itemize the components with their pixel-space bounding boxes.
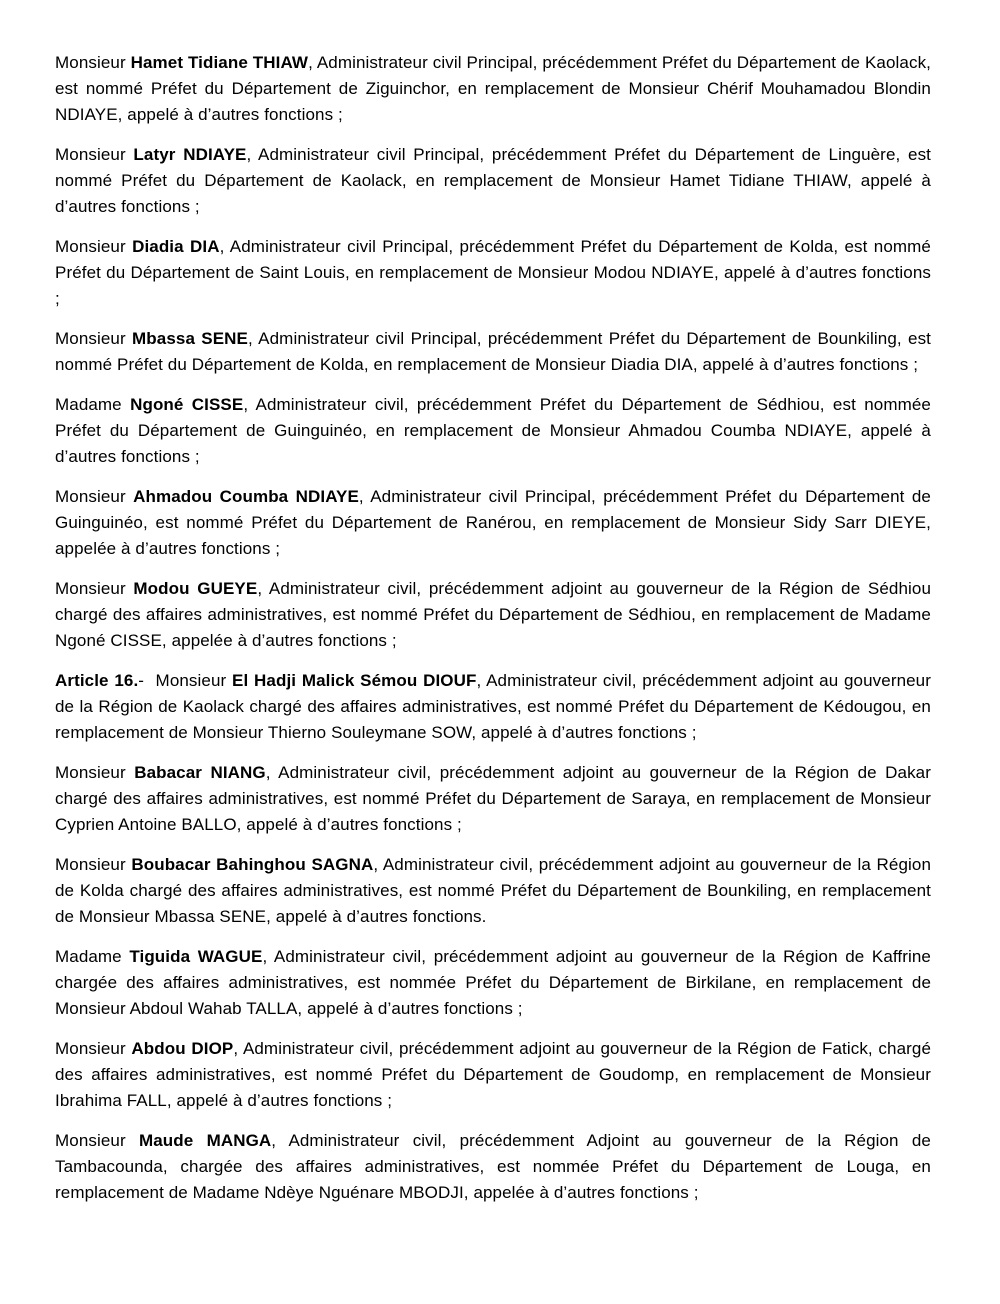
- bold-text-run: Maude MANGA: [138, 1131, 272, 1150]
- bold-text-run: Ngoné CISSE: [130, 395, 244, 414]
- text-run: , Administrateur civil, précédemment adjoint au gouverneur de la Région de Kolda chargé des affaires administratives, est nommé Préfet du Département de Bounkiling, en remplacement de Monsieur Mbassa SENE, appelé à d’autres fonctions.: [55, 855, 931, 926]
- text-run: Monsieur: [55, 1131, 139, 1150]
- bold-text-run: Diadia DIA: [132, 237, 220, 256]
- text-run: Monsieur: [55, 1039, 132, 1058]
- text-run: , Administrateur civil Principal, précédemment Préfet du Département de Kaolack, est nommé Préfet du Département de Ziguinchor, en remplacement de Monsieur Chérif Mouhamadou Blondin NDIAYE, appelé à d’autres fonctions ;: [55, 53, 931, 124]
- bold-text-run: Modou GUEYE: [133, 579, 258, 598]
- bold-text-run: Ahmadou Coumba NDIAYE: [133, 487, 359, 506]
- paragraph: [55, 576, 931, 654]
- paragraph: [55, 760, 931, 838]
- paragraph: [55, 944, 931, 1022]
- text-run: - Monsieur: [138, 671, 233, 690]
- text-run: Monsieur: [55, 145, 134, 164]
- bold-text-run: Abdou DIOP: [131, 1039, 234, 1058]
- paragraph: [55, 234, 931, 312]
- text-run: Monsieur: [55, 763, 135, 782]
- text-run: Monsieur: [55, 855, 132, 874]
- paragraph: [55, 484, 931, 562]
- bold-text-run: Hamet Tidiane THIAW: [130, 53, 309, 72]
- text-run: Monsieur: [55, 53, 131, 72]
- text-run: Monsieur: [55, 237, 133, 256]
- bold-text-run: Boubacar Bahinghou SAGNA: [131, 855, 374, 874]
- text-run: , Administrateur civil, précédemment adjoint au gouverneur de la Région de Dakar chargé des affaires administratives, est nommé Préfet du Département de Saraya, en remplacement de Monsieur Cyprien Antoine BALLO, appelé à d’autres fonctions ;: [55, 763, 931, 834]
- text-run: , Administrateur civil, précédemment adjoint au gouverneur de la Région de Sédhiou chargé des affaires administratives, est nommé Préfet du Département de Sédhiou, en remplacement de Madame Ngoné CISSE, appelée à d’autres fonctions ;: [55, 579, 932, 650]
- text-run: , Administrateur civil, précédemment adjoint au gouverneur de la Région de Fatick, chargé des affaires administratives, est nommé Préfet du Département de Goudomp, en remplacement de Monsieur Ibrahima FALL, appelé à d’autres fonctions ;: [55, 1039, 932, 1110]
- text-run: , Administrateur civil Principal, précédemment Préfet du Département de Bounkiling, est nommé Préfet du Département de Kolda, en remplacement de Monsieur Diadia DIA, appelé à d’autres fonctions ;: [55, 329, 932, 374]
- bold-text-run: Tiguida WAGUE: [129, 947, 263, 966]
- bold-text-run: Latyr NDIAYE: [133, 145, 247, 164]
- paragraph: [55, 1036, 931, 1114]
- paragraph: [55, 392, 931, 470]
- paragraph: [55, 1128, 931, 1206]
- text-run: Monsieur: [55, 487, 134, 506]
- text-run: , Administrateur civil Principal, précédemment Préfet du Département de Guinguinéo, est nommé Préfet du Département de Ranérou, en remplacement de Monsieur Sidy Sarr DIEYE, appelée à d’autres fonctions ;: [55, 487, 931, 558]
- bold-text-run: El Hadji Malick Sémou DIOUF: [232, 671, 477, 690]
- paragraph: [55, 326, 931, 378]
- text-run: , Administrateur civil, précédemment Préfet du Département de Sédhiou, est nommée Préfet du Département de Guinguinéo, en remplacement de Monsieur Ahmadou Coumba NDIAYE, appelé à d’autres fonctions ;: [55, 395, 931, 466]
- text-run: , Administrateur civil Principal, précédemment Préfet du Département de Linguère, est nommé Préfet du Département de Kaolack, en remplacement de Monsieur Hamet Tidiane THIAW, appelé à d’autres fonctions ;: [55, 145, 931, 216]
- text-run: , Administrateur civil Principal, précédemment Préfet du Département de Kolda, est nommé Préfet du Département de Saint Louis, en remplacement de Monsieur Modou NDIAYE, appelé à d’autres fonctions ;: [55, 237, 931, 308]
- paragraph: [55, 50, 931, 128]
- text-run: , Administrateur civil, précédemment Adjoint au gouverneur de la Région de Tambacounda, chargée des affaires administratives, est nommée Préfet du Département de Louga, en remplacement de Madame Ndèye Nguénare MBODJI, appelée à d’autres fonctions ;: [55, 1131, 931, 1202]
- paragraph: [55, 668, 931, 746]
- paragraph: [55, 852, 931, 930]
- text-run: Madame: [55, 395, 131, 414]
- text-run: Monsieur: [55, 579, 134, 598]
- text-run: , Administrateur civil, précédemment adjoint au gouverneur de la Région de Kaolack chargé des affaires administratives, est nommé Préfet du Département de Kédougou, en remplacement de Monsieur Thierno Souleymane SOW, appelé à d’autres fonctions ;: [55, 671, 931, 742]
- bold-text-run: Article 16.: [55, 671, 139, 690]
- text-run: , Administrateur civil, précédemment adjoint au gouverneur de la Région de Kaffrine chargée des affaires administratives, est nommée Préfet du Département de Birkilane, en remplacement de Monsieur Abdoul Wahab TALLA, appelé à d’autres fonctions ;: [55, 947, 931, 1018]
- document-body: [55, 50, 931, 1206]
- bold-text-run: Babacar NIANG: [134, 763, 266, 782]
- text-run: Monsieur: [55, 329, 133, 348]
- text-run: Madame: [55, 947, 130, 966]
- paragraph: [55, 142, 931, 220]
- bold-text-run: Mbassa SENE: [132, 329, 248, 348]
